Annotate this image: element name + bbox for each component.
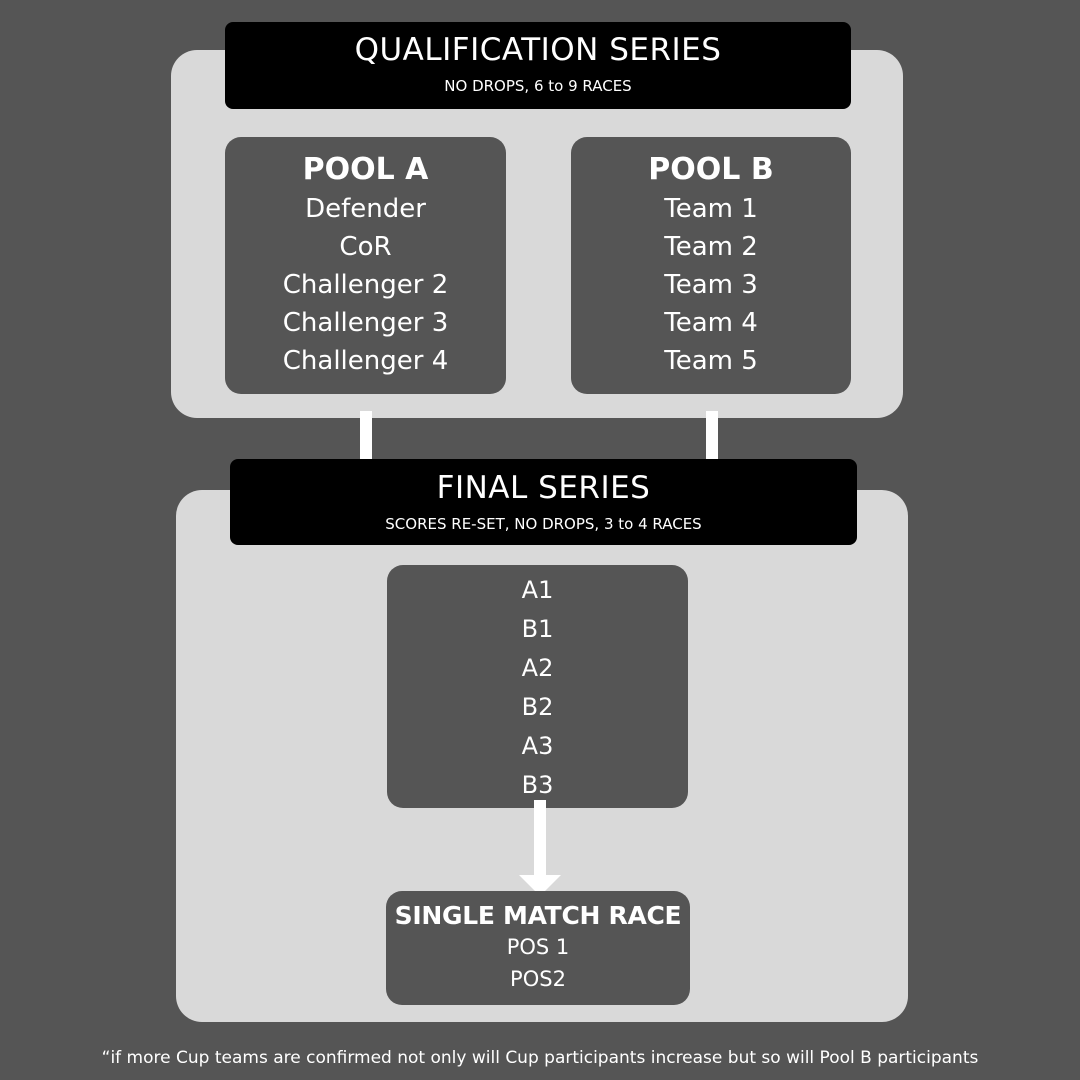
pool-b-title: POOL B	[648, 152, 774, 187]
final-entry-list	[387, 565, 688, 805]
pool-b-team: Team 5	[664, 346, 758, 376]
final-entry: A3	[521, 732, 554, 760]
pool-b-team-list	[571, 190, 851, 380]
pool-a-box	[225, 137, 506, 394]
final-entry: A1	[521, 576, 554, 604]
pool-b-box	[571, 137, 851, 394]
pool-a-team: CoR	[339, 232, 392, 262]
pool-b-team: Team 3	[664, 270, 758, 300]
final-entry: B1	[521, 615, 554, 643]
qualification-banner	[225, 22, 851, 109]
arrow-final-to-match-race	[534, 800, 546, 876]
match-race-title: SINGLE MATCH RACE	[394, 901, 682, 930]
match-race-box	[386, 891, 690, 1005]
pool-a-title: POOL A	[302, 152, 429, 187]
final-entry: B3	[521, 771, 554, 799]
pool-b-team: Team 2	[664, 232, 758, 262]
final-entry: A2	[521, 654, 554, 682]
pool-a-team: Challenger 3	[282, 308, 449, 338]
pool-b-team: Team 4	[664, 308, 758, 338]
final-entry: B2	[521, 693, 554, 721]
match-race-position: POS2	[510, 967, 566, 991]
qualification-title: QUALIFICATION SERIES	[354, 32, 722, 68]
pool-a-team-list	[225, 190, 506, 380]
qualification-subtitle: NO DROPS, 6 to 9 RACES	[444, 77, 632, 95]
final-subtitle: SCORES RE-SET, NO DROPS, 3 to 4 RACES	[385, 515, 702, 533]
footnote: “if more Cup teams are confirmed not only will Cup participants increase but so will Pool B participants	[101, 1048, 979, 1068]
pool-a-team: Defender	[305, 194, 426, 224]
pool-a-team: Challenger 2	[282, 270, 449, 300]
pool-a-team: Challenger 4	[282, 346, 449, 376]
final-banner	[230, 459, 857, 545]
match-race-position: POS 1	[506, 935, 570, 959]
final-entries-box	[387, 565, 688, 808]
pool-b-team: Team 1	[664, 194, 758, 224]
final-title: FINAL SERIES	[436, 470, 651, 506]
match-race-position-list	[386, 931, 690, 995]
